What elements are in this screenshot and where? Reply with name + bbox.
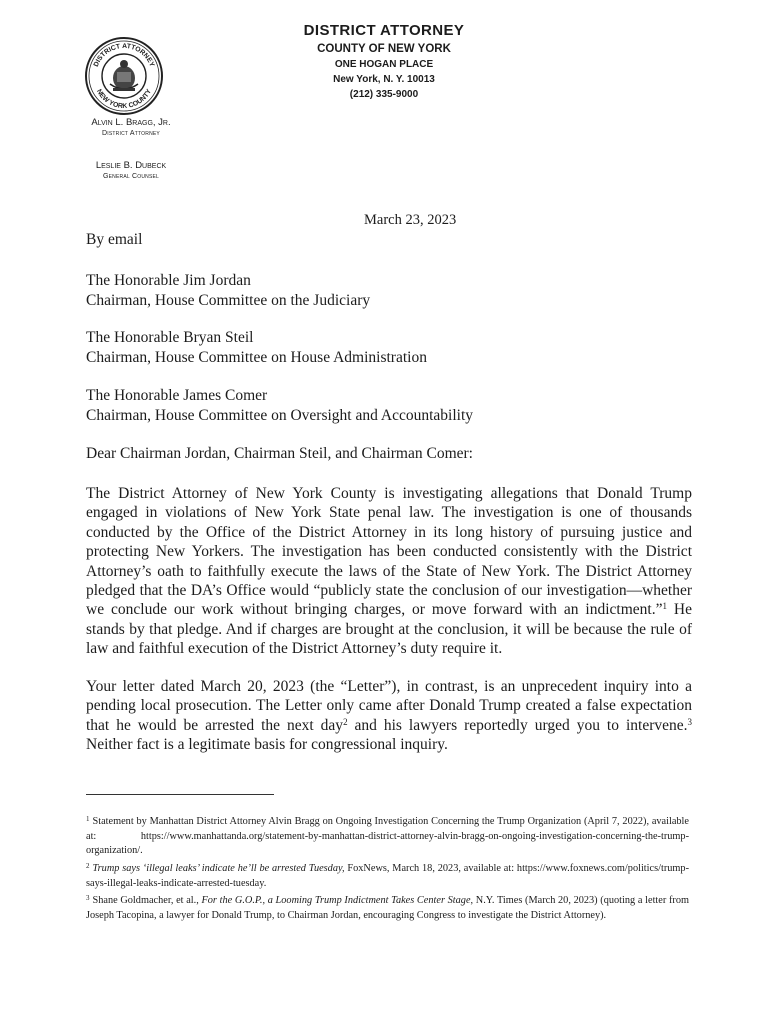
paragraph-text: Your letter dated March 20, 2023 (the “Letter”), in contrast, is an unprecedent inquiry into a pending local prosecution. The Letter only came after Donald Trump created a false expectation that he would be arrested the next day	[86, 678, 692, 734]
footnote	[86, 891, 689, 923]
recipient	[86, 328, 692, 368]
office-address-line2: New York, N. Y. 10013	[333, 74, 435, 85]
office-address-line1: ONE HOGAN PLACE	[334, 59, 434, 70]
footnote-title: For the G.O.P., a Looming Trump Indictment Takes Center Stage	[201, 895, 471, 906]
footnote-text: FoxNews, March 18, 2023, available at: https://www.foxnews.com/politics/trump-says-illegal-leaks-indicate-arrested-tuesday.	[86, 863, 689, 889]
footnote-lead: Shane Goldmacher, et al.,	[92, 895, 202, 906]
recipient-role: Chairman, House Committee on House Administration	[86, 349, 427, 366]
svg-text:DISTRICT ATTORNEY: DISTRICT ATTORNEY	[92, 42, 156, 68]
district-attorney-seal	[84, 36, 164, 116]
recipient-role: Chairman, House Committee on the Judiciary	[86, 292, 371, 309]
recipient	[86, 386, 692, 426]
paragraph-text: The District Attorney of New York County is investigating allegations that Donald Trump engaged in violations of New York State penal law. The investigation is one of thousands conducted by the Office of the District Attorney in its long history of pursuing justice and protecting New Yorkers. The investigation has been conducted consistently with the District Attorney’s oath to faithfully execute the laws of the State of New York. The District Attorney pledged that the DA’s Office would “publicly state the conclusion of our investigation—whether we conclude our work without bringing charges, or move forward with an indictment.”	[86, 485, 692, 619]
footnote-number: 2	[86, 862, 90, 870]
paragraph-text: and his lawyers reportedly urged you to intervene.	[347, 716, 688, 734]
body-paragraph	[86, 484, 692, 659]
footnote-number: 3	[86, 894, 90, 902]
body-paragraph	[86, 677, 692, 755]
footnote-separator	[86, 794, 274, 795]
office-title: DISTRICT ATTORNEY	[303, 22, 465, 39]
recipient-name: The Honorable James Comer	[86, 387, 268, 404]
footnote-ref: 2	[343, 716, 348, 727]
footnote	[86, 859, 689, 891]
recipient-name: The Honorable Bryan Steil	[86, 329, 254, 346]
signatory-block	[66, 117, 196, 181]
footnote-text: , N.Y. Times (March 20, 2023) (quoting a letter from Joseph Tacopina, a lawyer for Donald Trump, to Chairman Jordan, encouraging Congress to investigate the District Attorney).	[86, 895, 689, 921]
letterhead	[250, 22, 518, 102]
delivery-method: By email	[86, 231, 143, 248]
footnote-ref: 3	[687, 716, 692, 727]
footnote-number: 1	[86, 815, 90, 823]
footnote	[86, 812, 689, 859]
footnote-title: Trump says ‘illegal leaks’ indicate he’ll be arrested Tuesday,	[92, 863, 345, 874]
signatory-title: General Counsel	[102, 173, 159, 180]
signatory-name: Leslie B. Dubeck	[95, 160, 167, 171]
footnote-text: Statement by Manhattan District Attorney Alvin Bragg on Ongoing Investigation Concerning the Trump Organization (April 7, 2022), available at: https://www.manhattanda.org/statement-by-manhattan-district-attorney-alvin-bragg-on-ongoing-investigation-concerning-the-trump-organization/.	[86, 816, 689, 856]
footnote-ref: 1	[662, 601, 667, 612]
paragraph-text: Neither fact is a legitimate basis for congressional inquiry.	[86, 736, 448, 754]
letter-date: March 23, 2023	[364, 212, 457, 228]
paragraph-text: He stands by that pledge. And if charges are brought at the conclusion, it will be because the rule of law and faithful execution of the District Attorney’s duty require it.	[86, 601, 692, 658]
salutation: Dear Chairman Jordan, Chairman Steil, and Chairman Comer:	[86, 445, 473, 462]
recipient-name: The Honorable Jim Jordan	[86, 272, 251, 289]
signatory-name: Alvin L. Bragg, Jr.	[91, 117, 171, 128]
signatory-title: District Attorney	[102, 130, 160, 137]
recipient-role: Chairman, House Committee on Oversight and Accountability	[86, 407, 474, 424]
office-county: COUNTY OF NEW YORK	[317, 43, 451, 55]
office-phone: (212) 335-9000	[349, 89, 419, 100]
recipient	[86, 271, 692, 311]
svg-text:NEW YORK COUNTY: NEW YORK COUNTY	[94, 88, 154, 111]
